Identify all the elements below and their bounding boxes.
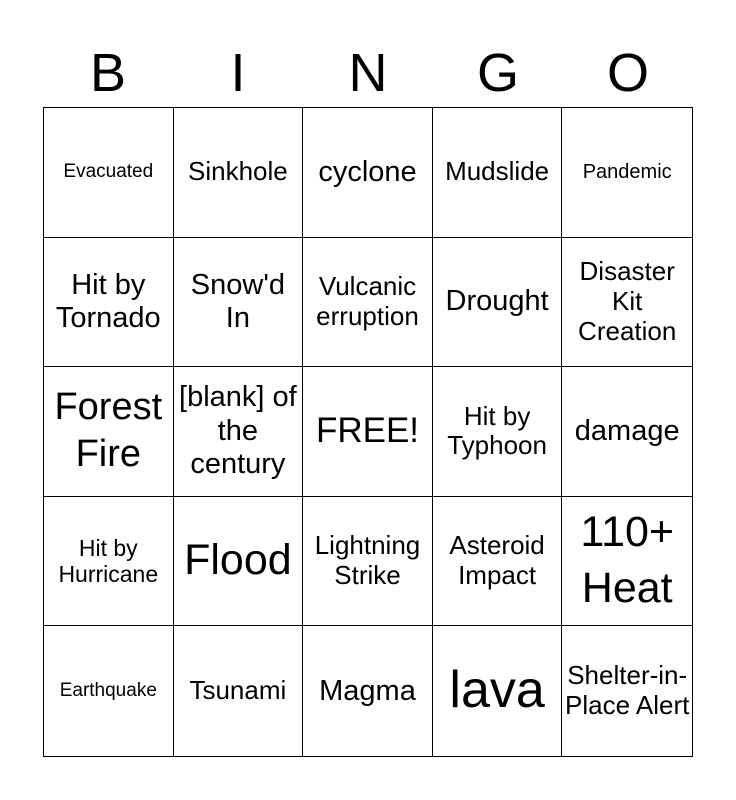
bingo-cell[interactable]: Magma <box>303 626 433 756</box>
bingo-cell[interactable]: Asteroid Impact <box>433 497 563 627</box>
header-letter-n: N <box>348 43 388 103</box>
free-space-cell[interactable]: FREE! <box>303 367 433 497</box>
bingo-cell[interactable]: Forest Fire <box>44 367 174 497</box>
bingo-cell[interactable]: Sinkhole <box>174 108 304 238</box>
bingo-cell[interactable]: Hit by Typhoon <box>433 367 563 497</box>
bingo-cell[interactable]: Mudslide <box>433 108 563 238</box>
bingo-card-grid <box>43 107 693 757</box>
bingo-cell[interactable]: [blank] of the century <box>174 367 304 497</box>
bingo-cell[interactable]: cyclone <box>303 108 433 238</box>
bingo-cell[interactable]: Drought <box>433 238 563 368</box>
bingo-cell[interactable]: Evacuated <box>44 108 174 238</box>
bingo-cell[interactable]: Vulcanic erruption <box>303 238 433 368</box>
header-letter-o: O <box>606 43 649 103</box>
bingo-cell[interactable]: Disaster Kit Creation <box>562 238 692 368</box>
bingo-cell[interactable]: 110+ Heat <box>562 497 692 627</box>
bingo-cell[interactable]: Pandemic <box>562 108 692 238</box>
bingo-cell[interactable]: Tsunami <box>174 626 304 756</box>
bingo-cell[interactable]: Snow'd In <box>174 238 304 368</box>
bingo-cell[interactable]: Shelter-in-Place Alert <box>565 660 690 721</box>
bingo-cell[interactable]: Flood <box>174 497 304 627</box>
bingo-cell[interactable]: Lightning Strike <box>303 497 433 627</box>
header-letter-g: G <box>476 43 519 103</box>
bingo-cell[interactable]: lava <box>433 626 563 756</box>
bingo-cell[interactable]: damage <box>562 367 692 497</box>
bingo-cell[interactable]: Earthquake <box>44 626 174 756</box>
bingo-cell[interactable]: Hit by Tornado <box>44 238 174 368</box>
bingo-cell[interactable]: Hit by Hurricane <box>44 497 174 627</box>
bingo-header <box>43 38 693 108</box>
header-letter-i: I <box>230 43 246 103</box>
header-letter-b: B <box>89 43 127 103</box>
